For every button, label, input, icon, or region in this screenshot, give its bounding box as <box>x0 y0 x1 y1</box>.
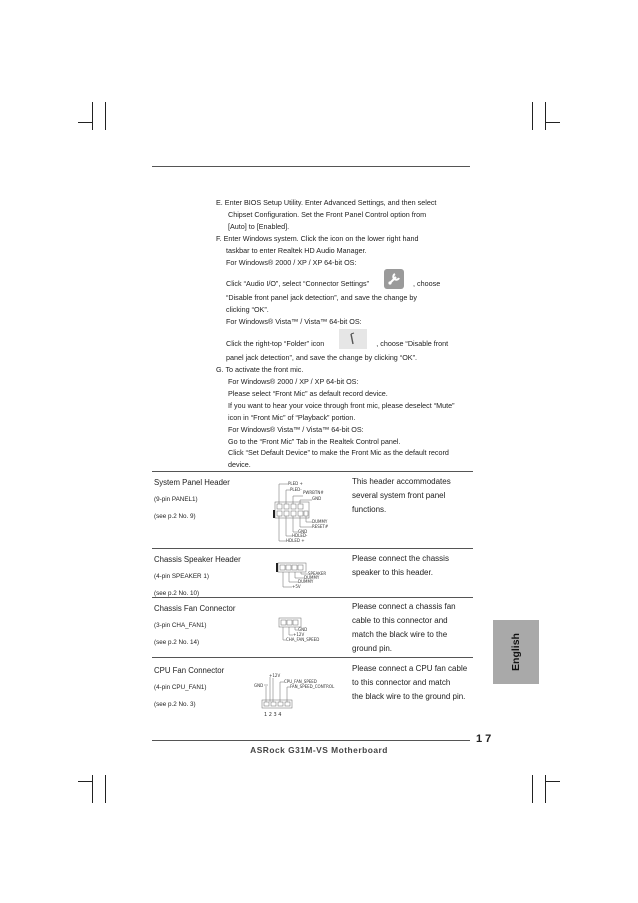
pin-label: PLED + <box>288 481 303 486</box>
description-line: speaker to this header. <box>352 568 433 577</box>
instruction-line <box>216 257 478 269</box>
instruction-line <box>216 316 478 328</box>
language-tab-label: English <box>509 633 522 671</box>
crop-mark-bottom-right <box>532 775 533 803</box>
instruction-text: Please select “Front Mic” as default record device. <box>228 388 388 398</box>
section-title: Chassis Fan Connector <box>154 604 236 613</box>
description-line: Please connect a CPU fan cable <box>352 664 468 673</box>
description-line: Please connect a chassis fan <box>352 602 456 611</box>
instruction-text: Chipset Configuration. Set the Front Panel Control option from <box>228 209 427 219</box>
crop-mark-top-right <box>532 102 533 130</box>
pin-label: GND <box>298 627 308 632</box>
description-line: Please connect the chassis <box>352 554 449 563</box>
instruction-text: Click “Audio I/O”, select “Connector Settings” <box>226 279 370 289</box>
chassis-speaker-description <box>352 552 477 580</box>
instruction-text: For Windows® Vista™ / Vista™ 64-bit OS: <box>226 317 362 327</box>
instruction-text: “Disable front panel jack detection”, and save the change by <box>226 293 417 303</box>
pin-label: (4-pin SPEAKER 1) <box>154 573 209 580</box>
crop-mark-top-left <box>105 102 106 130</box>
pin-label: DUMMY <box>298 579 314 584</box>
section-title: Chassis Speaker Header <box>154 555 241 564</box>
instruction-text: taskbar to enter Realtek HD Audio Manager. <box>226 245 367 255</box>
pin-label: DUMMY <box>312 519 328 524</box>
instruction-text: F. Enter Windows system. Click the icon on the lower right hand <box>216 233 419 243</box>
pin-label: PWRBTN# <box>303 490 324 495</box>
instruction-line <box>216 292 478 304</box>
description-line: match the black wire to the <box>352 630 448 639</box>
section-title: CPU Fan Connector <box>154 666 225 675</box>
instruction-line <box>216 268 478 292</box>
instruction-text: For Windows® 2000 / XP / XP 64-bit OS: <box>228 376 359 386</box>
crop-mark-bottom-right <box>545 775 546 803</box>
instruction-line <box>216 352 478 364</box>
description-line: This header accommodates <box>352 477 451 486</box>
crop-mark-top-right <box>546 122 560 123</box>
system-panel-description <box>352 475 477 517</box>
instruction-line <box>216 328 478 352</box>
instruction-line <box>216 447 478 459</box>
description-line: cable to this connector and <box>352 616 448 625</box>
instruction-text: Go to the “Front Mic” Tab in the Realtek Control panel. <box>228 436 401 446</box>
pin-label: GND <box>298 529 308 534</box>
pin-label: CPU_FAN_SPEED <box>284 679 317 684</box>
instruction-line <box>216 412 478 424</box>
cpu-fan-diagram <box>254 672 346 718</box>
pin-label: +12V <box>269 673 281 678</box>
instruction-text: G. To activate the front mic. <box>216 365 304 375</box>
page-reference: (see p.2 No. 3) <box>154 701 196 708</box>
instruction-text: If you want to hear your voice through front mic, please deselect “Mute” <box>228 400 455 410</box>
pin-label: SPEAKER <box>308 571 327 576</box>
instruction-line <box>216 376 478 388</box>
section-title: System Panel Header <box>154 478 230 487</box>
instruction-text: device. <box>228 460 251 470</box>
crop-mark-bottom-left <box>105 775 106 803</box>
pin-label: HDLED- <box>292 533 308 538</box>
language-tab <box>493 620 539 684</box>
chassis-speaker-section <box>154 553 241 600</box>
pin-label: GND <box>312 496 322 501</box>
crop-mark-bottom-left <box>78 781 92 782</box>
system-panel-section <box>154 476 230 523</box>
description-line: to this connector and match <box>352 678 451 687</box>
pin-label: DUMMY <box>304 575 320 580</box>
crop-mark-top-left <box>78 122 92 123</box>
description-line: ground pin. <box>352 644 393 653</box>
instruction-text: icon in “Front Mic” of “Playback” portion. <box>228 412 356 422</box>
pin-label: (3-pin CHA_FAN1) <box>154 622 207 629</box>
pin-label: HDLED + <box>286 538 305 543</box>
instruction-text: panel jack detection”, and save the change by clicking “OK”. <box>226 353 417 363</box>
description-line: several system front panel <box>352 491 446 500</box>
instruction-line <box>216 233 478 245</box>
page-reference: (see p.2 No. 9) <box>154 513 196 520</box>
chassis-speaker-diagram <box>270 558 330 594</box>
instruction-line <box>216 459 478 471</box>
footer-rule <box>152 740 470 741</box>
crop-mark-bottom-right <box>546 781 560 782</box>
instruction-text: [Auto] to [Enabled]. <box>228 221 290 231</box>
crop-mark-top-left <box>92 102 93 130</box>
instruction-line <box>216 221 478 233</box>
instruction-text: For Windows® 2000 / XP / XP 64-bit OS: <box>226 257 357 267</box>
chassis-fan-section <box>154 602 235 649</box>
page-reference: (see p.2 No. 14) <box>154 639 200 646</box>
crop-mark-top-right <box>545 102 546 130</box>
instruction-text: Click “Set Default Device” to make the Front Mic as the default record <box>228 448 449 458</box>
instruction-text: clicking “OK”. <box>226 305 269 315</box>
section-divider <box>152 657 473 658</box>
header-rule <box>152 166 470 167</box>
instruction-line <box>216 388 478 400</box>
instructions-block <box>216 197 478 471</box>
page-reference: (see p.2 No. 10) <box>154 590 200 597</box>
chassis-fan-diagram <box>276 614 336 650</box>
pin-numbers: 1 2 3 4 <box>264 712 282 718</box>
instruction-line <box>216 209 478 221</box>
description-line: the black wire to the ground pin. <box>352 692 466 701</box>
instruction-line <box>216 245 478 257</box>
description-line: functions. <box>352 505 387 514</box>
system-panel-header-diagram <box>268 478 342 546</box>
pin-label: FAN_SPEED_CONTROL <box>290 684 335 689</box>
section-divider <box>152 548 473 549</box>
section-divider <box>152 471 473 472</box>
pin-label: CHA_FAN_SPEED <box>286 637 320 642</box>
instruction-text: For Windows® Vista™ / Vista™ 64-bit OS: <box>228 424 364 434</box>
cpu-fan-description <box>352 662 477 704</box>
pin-label: RESET# <box>312 524 329 529</box>
cpu-fan-section <box>154 664 224 711</box>
instruction-line <box>216 424 478 436</box>
instruction-text: , choose <box>413 279 441 289</box>
crop-mark-bottom-left <box>92 775 93 803</box>
pin-label: +5V <box>292 584 301 589</box>
instruction-text: Click the right-top “Folder” icon <box>226 339 325 349</box>
instruction-line <box>216 197 478 209</box>
instruction-text: E. Enter BIOS Setup Utility. Enter Advanced Settings, and then select <box>216 198 437 207</box>
footer-title: ASRock G31M-VS Motherboard <box>250 745 388 755</box>
pin-label: (4-pin CPU_FAN1) <box>154 684 207 691</box>
pin-label: GND <box>254 683 264 688</box>
instruction-line <box>216 304 478 316</box>
page-number: 1 7 <box>476 733 492 745</box>
instruction-line <box>216 400 478 412</box>
pin-label: (9-pin PANEL1) <box>154 496 198 503</box>
pin-label: PLED- <box>290 487 302 492</box>
instruction-line <box>216 364 478 376</box>
instruction-line <box>216 436 478 448</box>
chassis-fan-description <box>352 600 477 656</box>
instruction-text: , choose “Disable front <box>376 339 449 349</box>
pin-label: +12V <box>293 632 305 637</box>
